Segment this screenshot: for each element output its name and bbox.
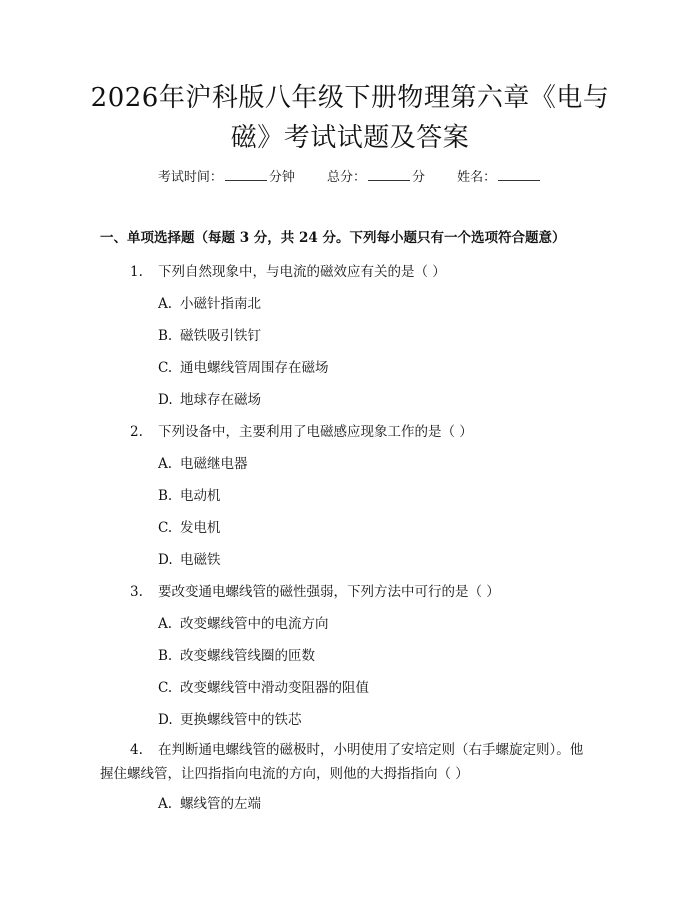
total-score-label: 总分： [326, 170, 366, 185]
exam-time-blank [225, 168, 267, 181]
question-text: 下列设备中，主要利用了电磁感应现象工作的是（ ） [158, 424, 473, 440]
option-text: 改变螺线管线圈的匝数 [180, 648, 315, 664]
option-text: 电动机 [180, 488, 221, 504]
student-name-label: 姓名： [457, 170, 497, 185]
option-3d [158, 710, 302, 730]
option-letter: C. [158, 680, 173, 696]
student-name-field [457, 168, 542, 188]
option-text: 电磁铁 [180, 552, 221, 568]
question-4-line2: 握住螺线管，让四指指向电流的方向，则他的大拇指指向（ ） [100, 766, 469, 782]
option-1a [158, 294, 261, 314]
option-letter: B. [158, 488, 173, 504]
student-name-blank [498, 168, 540, 181]
total-score-unit: 分 [412, 170, 426, 185]
question-number: 2. [130, 424, 143, 440]
option-2a [158, 454, 248, 474]
option-letter: D. [158, 712, 173, 728]
exam-info-line [0, 168, 700, 188]
total-score-blank [368, 168, 410, 181]
option-1b [158, 326, 261, 346]
option-text: 改变螺线管中的电流方向 [180, 616, 329, 632]
page-title-line1: 2026年沪科版八年级下册物理第六章《电与 [90, 83, 610, 113]
question-1 [130, 262, 446, 282]
question-text: 下列自然现象中，与电流的磁效应有关的是（ ） [158, 264, 446, 280]
question-3 [130, 582, 500, 602]
page-title-line2: 磁》考试试题及答案 [230, 123, 470, 153]
exam-time-label: 考试时间： [157, 170, 223, 185]
question-number: 3. [130, 584, 143, 600]
option-text: 螺线管的左端 [180, 796, 261, 812]
option-3b [158, 646, 315, 666]
option-letter: C. [158, 360, 173, 376]
option-1c [158, 358, 329, 378]
question-number: 1. [130, 264, 143, 280]
option-text: 发电机 [180, 520, 221, 536]
option-2d [158, 550, 221, 570]
question-4-line1 [100, 738, 600, 762]
option-text: 通电螺线管周围存在磁场 [180, 360, 329, 376]
option-3a [158, 614, 329, 634]
option-letter: A. [158, 456, 173, 472]
option-1d [158, 390, 261, 410]
option-4a [158, 794, 261, 814]
option-text: 改变螺线管中滑动变阻器的阻值 [180, 680, 369, 696]
option-letter: A. [158, 796, 173, 812]
option-letter: A. [158, 296, 173, 312]
question-2 [130, 422, 473, 442]
exam-time-unit: 分钟 [268, 170, 295, 185]
option-2c [158, 518, 221, 538]
section-title-single-choice: 一、单项选择题（每题 3 分，共 24 分。下列每小题只有一个选项符合题意） [100, 230, 566, 246]
option-letter: A. [158, 616, 173, 632]
option-text: 地球存在磁场 [180, 392, 261, 408]
option-text: 更换螺线管中的铁芯 [180, 712, 302, 728]
question-4 [100, 738, 600, 786]
option-2b [158, 486, 221, 506]
total-score-field [327, 168, 425, 188]
option-text: 电磁继电器 [180, 456, 248, 472]
option-text: 小磁针指南北 [180, 296, 261, 312]
option-letter: B. [158, 328, 173, 344]
exam-time-field [158, 168, 295, 188]
option-letter: D. [158, 552, 173, 568]
option-text: 磁铁吸引铁钉 [180, 328, 261, 344]
option-letter: C. [158, 520, 173, 536]
option-letter: B. [158, 648, 173, 664]
option-3c [158, 678, 369, 698]
question-number: 4. [130, 742, 143, 758]
option-letter: D. [158, 392, 173, 408]
question-text: 要改变通电螺线管的磁性强弱，下列方法中可行的是（ ） [158, 584, 500, 600]
question-text: 在判断通电螺线管的磁极时，小明使用了安培定则（右手螺旋定则）。他 [158, 742, 584, 758]
